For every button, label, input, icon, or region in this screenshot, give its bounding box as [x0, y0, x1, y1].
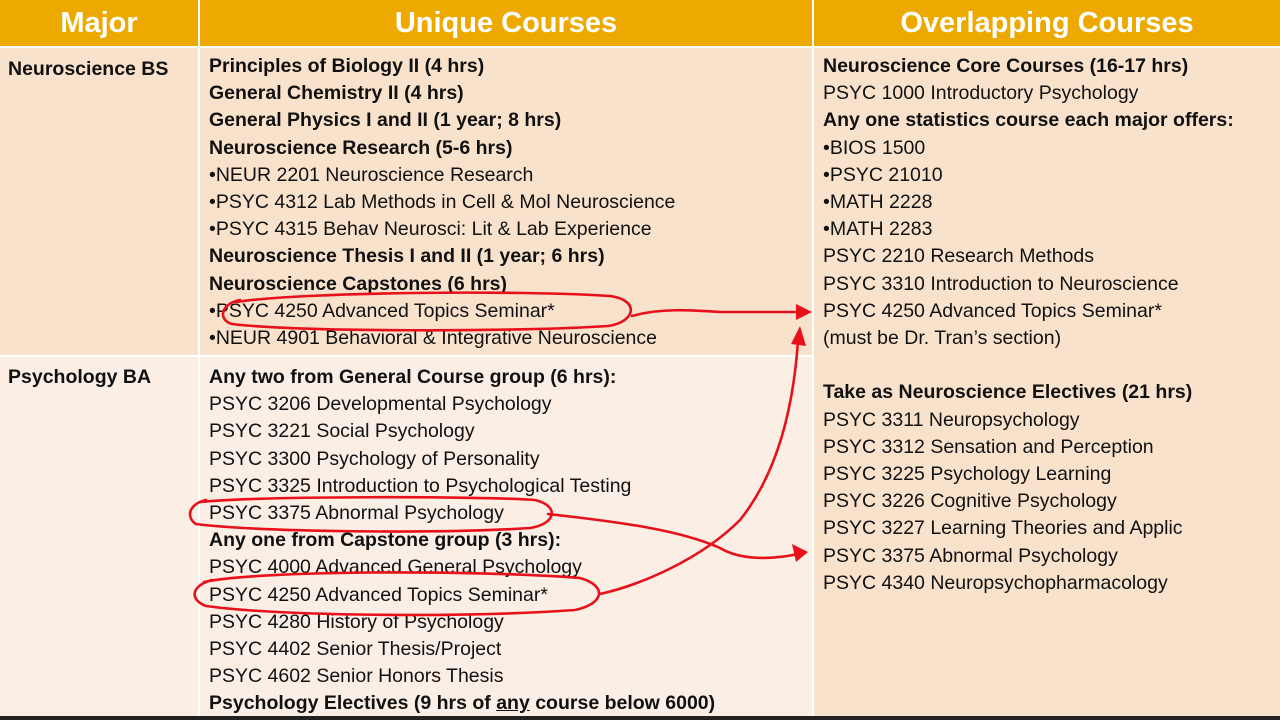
- section-heading: [823, 379, 1280, 406]
- underlined-any: any: [496, 692, 530, 715]
- course-item: [823, 488, 1280, 515]
- overlapping-course-list: [823, 53, 1280, 597]
- section-heading: [209, 364, 812, 391]
- item-text: (must be Dr. Tran’s section): [823, 327, 1062, 350]
- bullet-icon: •: [823, 218, 830, 241]
- item-text: PSYC 4000 Advanced General Psychology: [209, 556, 582, 579]
- header-major-label: Major: [60, 6, 138, 39]
- course-item: [823, 461, 1280, 488]
- course-item: [209, 216, 812, 243]
- course-item: [823, 298, 1280, 325]
- item-text: PSYC 4312 Lab Methods in Cell & Mol Neuroscience: [215, 191, 676, 214]
- course-item: [209, 554, 812, 581]
- course-item: [209, 663, 812, 690]
- item-text: Neuroscience Core Courses (16-17 hrs): [823, 55, 1189, 77]
- course-item: [823, 271, 1280, 298]
- item-text: PSYC 3206 Developmental Psychology: [209, 393, 552, 416]
- header-overlapping-label: Overlapping Courses: [900, 6, 1194, 39]
- item-text: Any two from General Course group (6 hrs):: [209, 366, 617, 388]
- section-heading: [209, 107, 812, 134]
- header-major: [0, 0, 198, 46]
- row-neuroscience-unique-cell: [200, 48, 812, 355]
- bullet-icon: •: [823, 163, 830, 186]
- course-item: [209, 446, 812, 473]
- row-psychology-major-cell: [0, 357, 198, 716]
- course-item: [823, 325, 1280, 352]
- course-item: [823, 515, 1280, 542]
- psychology-electives-note: Psychology Electives (9 hrs of any course below 6000): [209, 692, 716, 715]
- item-text: MATH 2228: [829, 191, 933, 214]
- bullet-icon: •: [209, 163, 216, 186]
- item-text: Any one from Capstone group (3 hrs):: [209, 529, 562, 552]
- course-item: [209, 636, 812, 663]
- item-text: Neuroscience Capstones (6 hrs): [209, 272, 508, 295]
- item-text: PSYC 3310 Introduction to Neuroscience: [823, 272, 1179, 295]
- course-item: [823, 543, 1280, 570]
- item-text: PSYC 4250 Advanced Topics Seminar*: [215, 299, 555, 322]
- item-text: PSYC 3226 Cognitive Psychology: [823, 490, 1117, 513]
- item-text: PSYC 4402 Senior Thesis/Project: [209, 638, 502, 661]
- item-text: PSYC 4315 Behav Neurosci: Lit & Lab Experience: [215, 218, 652, 241]
- header-unique-label: Unique Courses: [394, 6, 618, 39]
- course-item: [209, 325, 812, 352]
- overlapping-courses-cell: [814, 48, 1280, 716]
- course-item: [209, 298, 812, 325]
- course-item: [209, 473, 812, 500]
- section-heading: [209, 271, 812, 298]
- item-text: PSYC 3375 Abnormal Psychology: [823, 544, 1118, 567]
- course-item: [209, 391, 812, 418]
- item-text: Neuroscience Research (5-6 hrs): [209, 136, 513, 159]
- course-item: [823, 80, 1280, 107]
- item-text: PSYC 3375 Abnormal Psychology: [209, 502, 504, 525]
- item-text: PSYC 3225 Psychology Learning: [823, 463, 1112, 486]
- major-name: Psychology BA: [8, 366, 152, 388]
- item-text: General Chemistry II (4 hrs): [209, 82, 464, 105]
- section-heading: [823, 107, 1280, 134]
- item-text: Take as Neuroscience Electives (21 hrs): [823, 381, 1193, 404]
- course-item: [209, 162, 812, 189]
- item-text: PSYC 3300 Psychology of Personality: [209, 447, 540, 470]
- item-text: PSYC 4340 Neuropsychopharmacology: [823, 571, 1168, 594]
- bottom-border: [0, 716, 1280, 720]
- bullet-icon: •: [209, 327, 216, 350]
- bullet-icon: •: [209, 218, 216, 241]
- bullet-icon: •: [823, 191, 830, 214]
- item-text: PSYC 3227 Learning Theories and Applic: [823, 517, 1183, 540]
- item-text: BIOS 1500: [829, 136, 926, 159]
- item-text: Principles of Biology II (4 hrs): [209, 55, 485, 77]
- course-item: [209, 418, 812, 445]
- section-heading: [823, 53, 1280, 80]
- item-text: PSYC 1000 Introductory Psychology: [823, 82, 1139, 105]
- item-text: PSYC 2210 Research Methods: [823, 245, 1094, 268]
- section-heading: [209, 243, 812, 270]
- course-item: [209, 500, 812, 527]
- row-neuroscience-major-cell: [0, 48, 198, 355]
- row-psychology-unique-cell: [200, 357, 812, 716]
- item-text: PSYC 4250 Advanced Topics Seminar*: [823, 299, 1162, 322]
- item-text: MATH 2283: [829, 218, 933, 241]
- section-heading: [209, 527, 812, 554]
- item-text: General Physics I and II (1 year; 8 hrs): [209, 109, 562, 132]
- unique-course-list: [209, 364, 812, 690]
- item-text: PSYC 3312 Sensation and Perception: [823, 435, 1154, 458]
- course-item: [823, 216, 1280, 243]
- major-name: Neuroscience BS: [8, 58, 169, 80]
- item-text: PSYC 3325 Introduction to Psychological Testing: [209, 474, 632, 497]
- bullet-icon: •: [209, 299, 216, 322]
- header-overlapping: [814, 0, 1280, 46]
- course-item: [209, 189, 812, 216]
- item-text: PSYC 3221 Social Psychology: [209, 420, 475, 443]
- course-item: [209, 582, 812, 609]
- item-text: Any one statistics course each major offers:: [823, 109, 1234, 132]
- item-text: PSYC 4250 Advanced Topics Seminar*: [209, 583, 548, 606]
- course-item: [823, 189, 1280, 216]
- course-item: [823, 162, 1280, 189]
- course-item: [209, 609, 812, 636]
- item-text: PSYC 4280 History of Psychology: [209, 610, 504, 633]
- course-item: [823, 243, 1280, 270]
- bullet-icon: •: [823, 136, 830, 159]
- item-text: PSYC 3311 Neuropsychology: [823, 408, 1080, 431]
- bullet-icon: •: [209, 191, 216, 214]
- item-text: NEUR 2201 Neuroscience Research: [215, 163, 534, 186]
- course-item: [823, 570, 1280, 597]
- section-heading: [209, 80, 812, 107]
- item-text: PSYC 21010: [829, 163, 943, 186]
- course-item: [823, 352, 1280, 379]
- header-unique: [200, 0, 812, 46]
- section-heading: [209, 53, 812, 80]
- item-text: NEUR 4901 Behavioral & Integrative Neuroscience: [215, 327, 657, 350]
- section-heading: [209, 135, 812, 162]
- item-text: Neuroscience Thesis I and II (1 year; 6 hrs): [209, 245, 605, 268]
- unique-course-list: [209, 53, 812, 352]
- course-item: [823, 135, 1280, 162]
- course-item: [823, 407, 1280, 434]
- course-item: [823, 434, 1280, 461]
- item-text: PSYC 4602 Senior Honors Thesis: [209, 665, 504, 688]
